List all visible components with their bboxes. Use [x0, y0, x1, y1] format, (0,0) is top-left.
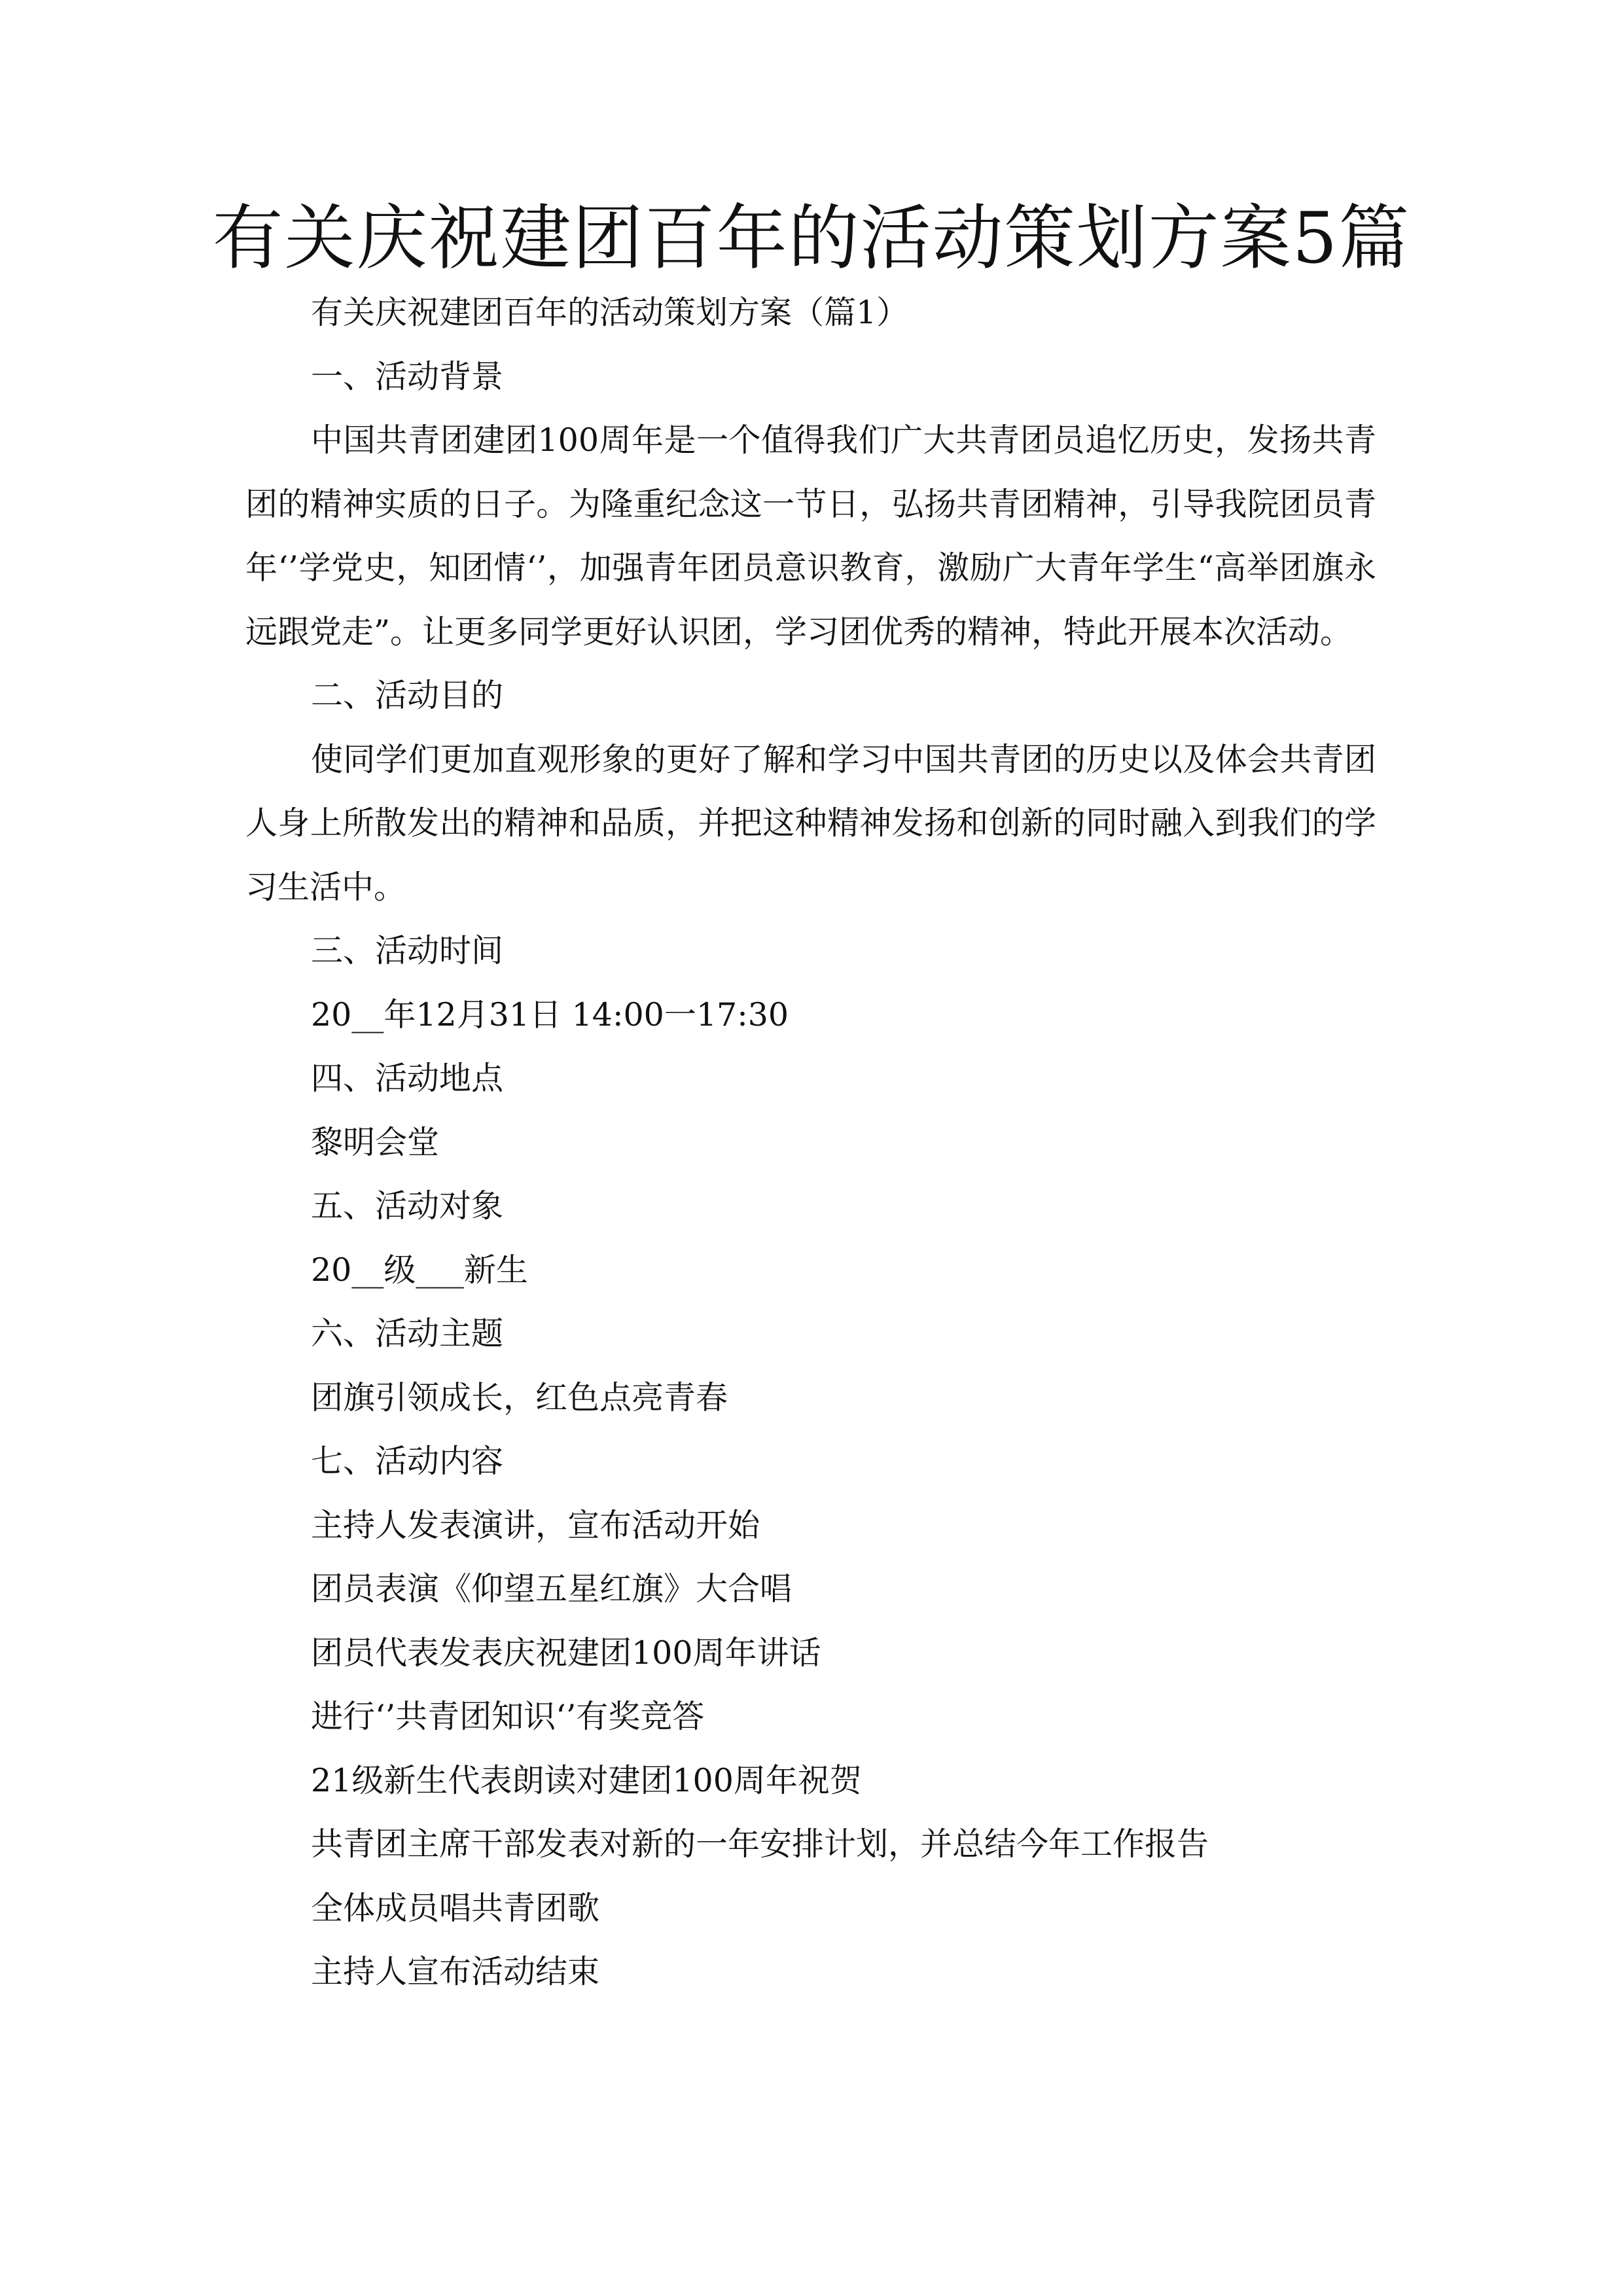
- list-item: 主持人宣布活动结束: [311, 1953, 600, 1990]
- list-item: 全体成员唱共青团歌: [311, 1889, 600, 1927]
- list-item: 主持人发表演讲，宣布活动开始: [311, 1506, 760, 1544]
- paragraph: 团旗引领成长，红色点亮青春: [311, 1378, 728, 1416]
- section-heading: 六、活动主题: [311, 1315, 504, 1352]
- list-item: 团员表演《仰望五星红旗》大合唱: [311, 1570, 793, 1607]
- paragraph: 20__年12月31日 14:00一17:30: [311, 996, 789, 1033]
- section-heading: 一、活动背景: [311, 357, 504, 395]
- section-heading: 七、活动内容: [311, 1443, 504, 1480]
- paragraph: 中国共青团建团100周年是一个值得我们广大共青团员追忆历史，发扬共青团的精神实质的日子。为隆重纪念这一节日，弘扬共青团精神，引导我院团员青年‘’学党史，知团情‘’，加强青年团员意识教育，激励广大青年学生“高举团旗永远跟党走”。让更多同学更好认识团，学习团优秀的精神，特此开展本次活动。: [245, 422, 1376, 651]
- paragraph: 黎明会堂: [311, 1123, 440, 1161]
- section-subtitle: 有关庆祝建团百年的活动策划方案（篇1）: [311, 294, 909, 331]
- document-title: 有关庆祝建团百年的活动策划方案5篇: [212, 198, 1411, 279]
- document-body: [245, 281, 1376, 2004]
- section-heading: 三、活动时间: [311, 932, 504, 969]
- paragraph: 20__级___新生: [311, 1251, 528, 1289]
- paragraph: 使同学们更加直观形象的更好了解和学习中国共青团的历史以及体会共青团人身上所散发出的精神和品质，并把这种精神发扬和创新的同时融入到我们的学习生活中。: [245, 740, 1376, 906]
- section-heading: 二、活动目的: [311, 677, 504, 714]
- section-heading: 五、活动对象: [311, 1187, 504, 1225]
- list-item: 团员代表发表庆祝建团100周年讲话: [311, 1634, 821, 1672]
- list-item: 进行‘’共青团知识‘’有奖竞答: [311, 1698, 705, 1735]
- list-item: 21级新生代表朗读对建团100周年祝贺: [311, 1761, 862, 1799]
- list-item: 共青团主席干部发表对新的一年安排计划，并总结今年工作报告: [311, 1825, 1209, 1863]
- section-heading: 四、活动地点: [311, 1060, 504, 1097]
